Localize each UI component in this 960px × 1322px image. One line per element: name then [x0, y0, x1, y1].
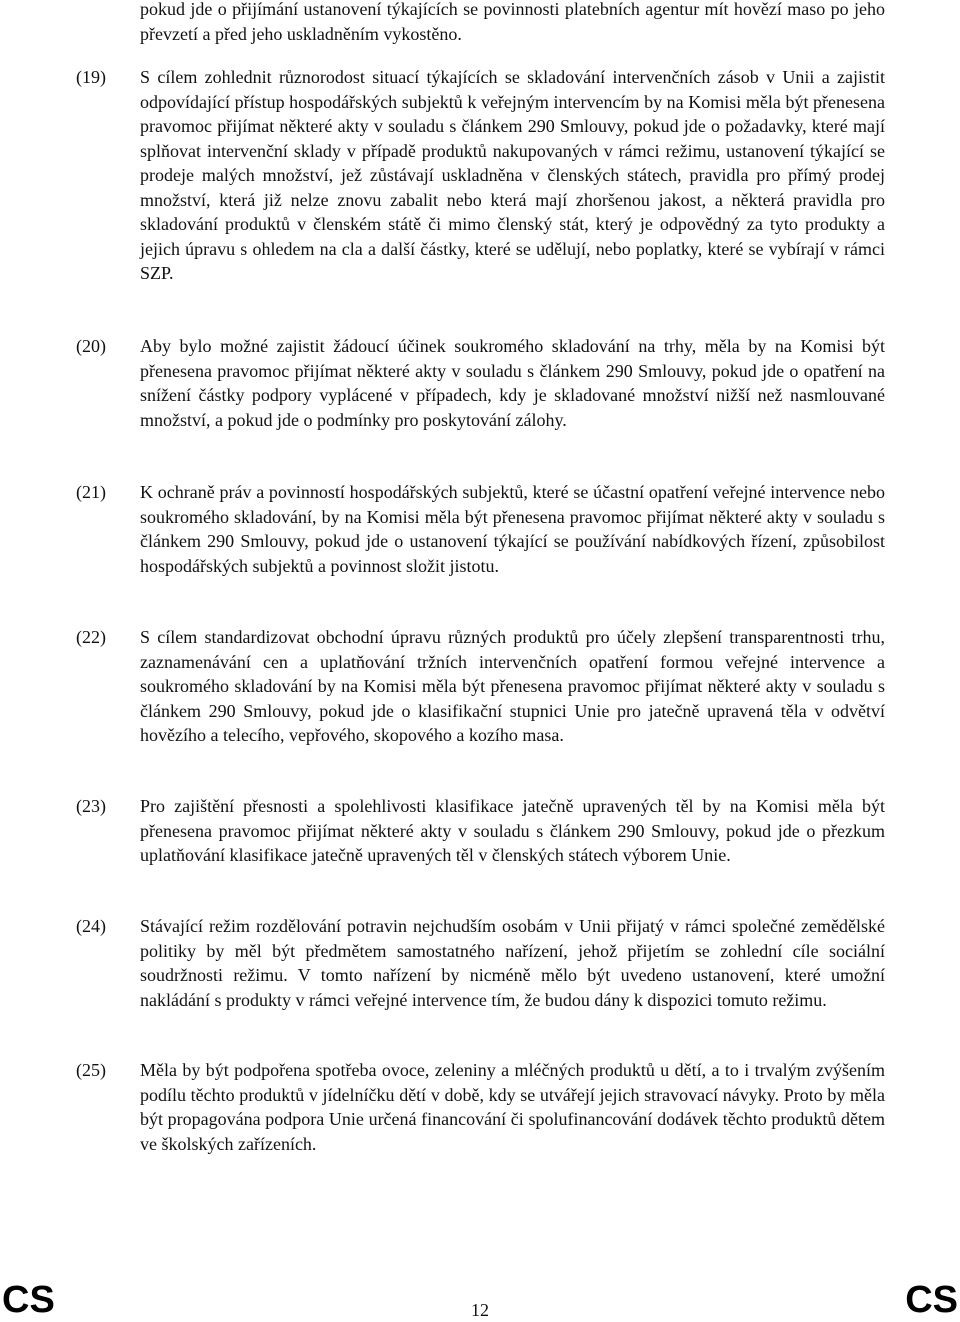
- recital-number: (20): [76, 336, 106, 356]
- recital-text: Stávající režim rozdělování potravin nejchudším osobám v Unii přijatý v rámci společné zemědělské politiky by měl být předmětem samostatného nařízení, jehož přijetím se zohlední cíle sociální soudržnosti režimu. V tomto nařízení by nicméně mělo být uvedeno ustanovení, které umožní nakládání s produkty v rámci veřejné intervence tím, že budou dány k dispozici tomuto režimu.: [140, 916, 885, 1010]
- recital-number: (25): [76, 1060, 106, 1080]
- recital-text: Pro zajištění přesnosti a spolehlivosti klasifikace jatečně upravených těl by na Komisi měla být přenesena pravomoc přijímat některé akty v souladu s článkem 290 Smlouvy, pokud jde o přezkum uplatňování klasifikace jatečně upravených těl v členských státech výborem Unie.: [140, 796, 885, 865]
- recital-text: Aby bylo možné zajistit žádoucí účinek soukromého skladování na trhy, měla by na Komisi být přenesena pravomoc přijímat některé akty v souladu s článkem 290 Smlouvy, pokud jde o opatření na snížení částky podpory vyplácené v případech, kdy je skladované množství nižší než nasmlouvané množství, a pokud jde o podmínky pro poskytování zálohy.: [140, 336, 885, 430]
- recital-number: (23): [76, 796, 106, 816]
- recital-text: S cílem zohlednit různorodost situací týkajících se skladování intervenčních zásob v Unii a zajistit odpovídající přístup hospodářských subjektů k veřejným intervencím by na Komisi měla být přenesena pravomoc přijímat některé akty v souladu s článkem 290 Smlouvy, pokud jde o požadavky, které mají splňovat intervenční sklady v případě produktů nakupovaných v rámci režimu, ustanovení týkající se prodeje malých množství, jež zůstávají uskladněna v členských státech, pravidla pro přímý prodej množství, která již nelze znovu zabalit nebo která mají zhoršenou jakost, a některá pravidla pro skladování produktů v členském státě či mimo členský stát, který je odpovědný za tyto produkty a jejich úpravu s ohledem na cla a další částky, které se udělují, nebo poplatky, které se vybírají v rámci SZP.: [140, 67, 885, 283]
- recital-number: (24): [76, 916, 106, 936]
- recital-number: (21): [76, 482, 106, 502]
- page-number: 12: [471, 1300, 489, 1320]
- intro-text: pokud jde o přijímání ustanovení týkajících se povinnosti platebních agentur mít hovězí maso po jeho převzetí a před jeho uskladněním vykostěno.: [140, 0, 885, 44]
- recital-number: (22): [76, 627, 106, 647]
- footer-language-left: CS: [2, 1279, 55, 1321]
- recital-text: S cílem standardizovat obchodní úpravu různých produktů pro účely zlepšení transparentnosti trhu, zaznamenávání cen a uplatňování tržních intervenčních opatření formou veřejné intervence a soukromého skladování by na Komisi měla být přenesena pravomoc přijímat některé akty v souladu s článkem 290 Smlouvy, pokud jde o klasifikační stupnici Unie pro jatečně upravená těla v odvětví hovězího a telecího, vepřového, skopového a kozího masa.: [140, 627, 885, 745]
- footer-language-right: CS: [905, 1279, 958, 1321]
- recital-text: K ochraně práv a povinností hospodářských subjektů, které se účastní opatření veřejné intervence nebo soukromého skladování, by na Komisi měla být přenesena pravomoc přijímat některé akty v souladu s článkem 290 Smlouvy, pokud jde o ustanovení týkající se používání nabídkových řízení, způsobilost hospodářských subjektů a povinnost složit jistotu.: [140, 482, 885, 576]
- recital-text: Měla by být podpořena spotřeba ovoce, zeleniny a mléčných produktů u dětí, a to i trvalým zvýšením podílu těchto produktů v jídelníčku dětí v době, kdy se utvářejí jejich stravovací návyky. Proto by měla být propagována podpora Unie určená financování či spolufinancování dodávek těchto produktů dětem ve školských zařízeních.: [140, 1060, 885, 1154]
- recital-number: (19): [76, 67, 106, 87]
